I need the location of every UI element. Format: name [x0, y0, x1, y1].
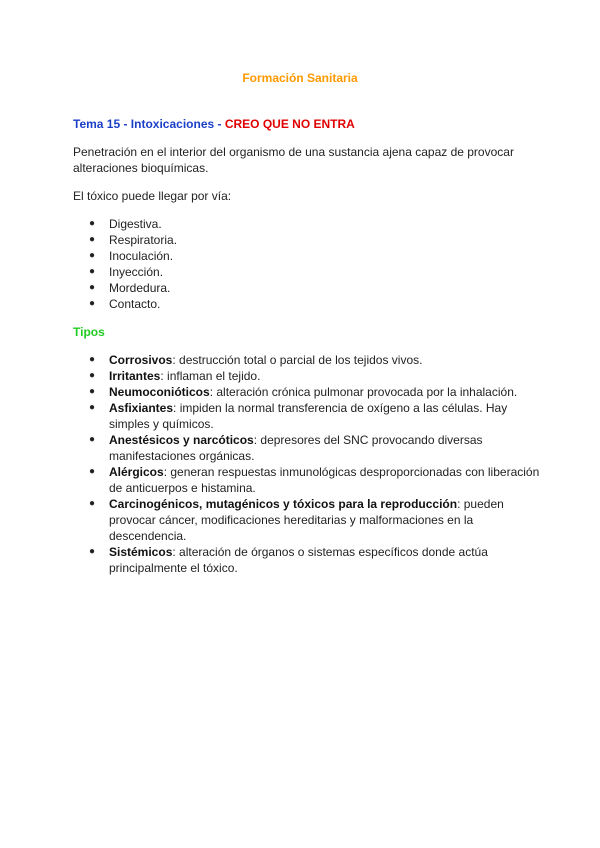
type-term: Irritantes	[109, 369, 161, 383]
list-item	[73, 216, 543, 232]
route-label: Contacto.	[109, 297, 161, 311]
type-description: : impiden la normal transferencia de oxígeno a las células. Hay simples y químicos.	[109, 401, 508, 431]
bullet-icon: ●	[89, 282, 96, 293]
bullet-icon: ●	[89, 386, 96, 397]
header-title: Formación Sanitaria	[242, 71, 358, 85]
type-term: Alérgicos	[109, 465, 164, 479]
types-heading: Tipos	[73, 325, 105, 339]
bullet-icon: ●	[89, 498, 96, 509]
list-item	[73, 400, 543, 432]
type-term: Carcinogénicos, mutagénicos y tóxicos para la reproducción	[109, 497, 458, 511]
document-content	[73, 116, 543, 588]
route-label: Inoculación.	[109, 249, 174, 263]
type-description: : generan respuestas inmunológicas desproporcionadas con liberación de anticuerpos e histamina.	[109, 465, 540, 495]
type-description: : pueden provocar cáncer, modificaciones hereditarias y malformaciones en la descendencia.	[109, 497, 504, 543]
bullet-icon: ●	[89, 234, 96, 245]
type-description: : inflaman el tejido.	[160, 369, 261, 383]
list-item	[73, 352, 543, 368]
list-item	[73, 432, 543, 464]
bullet-icon: ●	[89, 218, 96, 229]
list-item	[73, 496, 543, 544]
list-item	[73, 248, 543, 264]
bullet-icon: ●	[89, 546, 96, 557]
topic-note: CREO QUE NO ENTRA	[224, 117, 355, 131]
route-label: Respiratoria.	[109, 233, 178, 247]
bullet-icon: ●	[89, 370, 96, 381]
list-item	[73, 296, 543, 312]
list-item	[73, 368, 543, 384]
list-item	[73, 464, 543, 496]
type-term: Asfixiantes	[109, 401, 174, 415]
type-term: Corrosivos	[109, 353, 173, 367]
route-label: Digestiva.	[109, 217, 162, 231]
bullet-icon: ●	[89, 298, 96, 309]
routes-intro: El tóxico puede llegar por vía:	[73, 189, 232, 203]
type-description: : alteración de órganos o sistemas específicos donde actúa principalmente el tóxico.	[109, 545, 488, 575]
bullet-icon: ●	[89, 354, 96, 365]
route-label: Mordedura.	[109, 281, 171, 295]
type-term: Sistémicos	[109, 545, 173, 559]
bullet-icon: ●	[89, 434, 96, 445]
bullet-icon: ●	[89, 402, 96, 413]
topic-name: Tema 15 - Intoxicaciones -	[73, 117, 225, 131]
type-term: Neumoconióticos	[109, 385, 210, 399]
list-item	[73, 544, 543, 576]
type-term: Anestésicos y narcóticos	[109, 433, 254, 447]
route-label: Inyección.	[109, 265, 164, 279]
type-description: : alteración crónica pulmonar provocada por la inhalación.	[209, 385, 518, 399]
bullet-icon: ●	[89, 266, 96, 277]
definition-paragraph: Penetración en el interior del organismo de una sustancia ajena capaz de provocar alteraciones bioquímicas.	[73, 145, 514, 175]
bullet-icon: ●	[89, 466, 96, 477]
list-item	[73, 264, 543, 280]
topic-title	[73, 116, 543, 132]
list-item	[73, 232, 543, 248]
list-item	[73, 384, 543, 400]
list-item	[73, 280, 543, 296]
types-list	[73, 352, 543, 576]
routes-list	[73, 216, 543, 312]
bullet-icon: ●	[89, 250, 96, 261]
type-description: : destrucción total o parcial de los tejidos vivos.	[172, 353, 423, 367]
type-description: : depresores del SNC provocando diversas manifestaciones orgánicas.	[109, 433, 483, 463]
